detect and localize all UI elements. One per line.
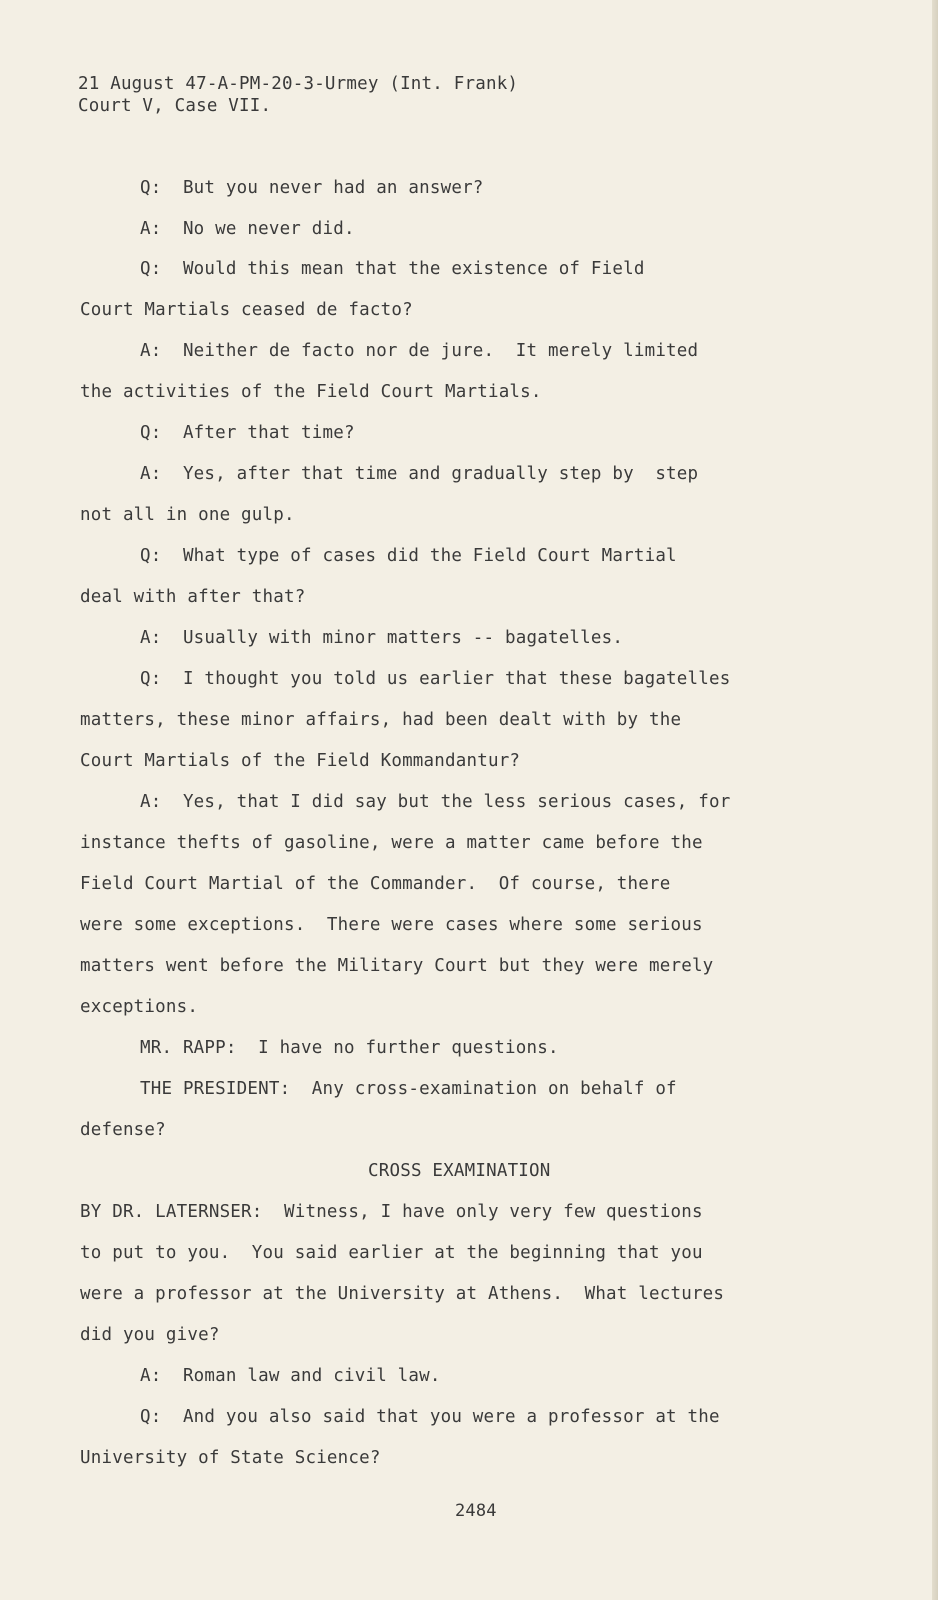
answer-line: A: Yes, after that time and gradually step by step (140, 464, 699, 484)
question-line: Q: I thought you told us earlier that these bagatelles (140, 669, 731, 689)
continuation-line: matters went before the Military Court but they were merely (80, 956, 714, 976)
continuation-line: matters, these minor affairs, had been dealt with by the (80, 710, 682, 730)
question-line: Q: But you never had an answer? (140, 178, 484, 198)
section-heading: CROSS EXAMINATION (368, 1161, 551, 1181)
speaker-line: BY DR. LATERNSER: Witness, I have only very few questions (80, 1202, 703, 1222)
header-case-info: 21 August 47-A-PM-20-3-Urmey (Int. Frank) (78, 74, 519, 94)
question-line: Q: What type of cases did the Field Court Martial (140, 546, 677, 566)
header-court-case: Court V, Case VII. (78, 96, 272, 116)
continuation-line: did you give? (80, 1325, 220, 1345)
continuation-line: deal with after that? (80, 587, 306, 607)
answer-line: A: Neither de facto nor de jure. It merely limited (140, 341, 699, 361)
page-number: 2484 (455, 1501, 497, 1521)
continuation-line: University of State Science? (80, 1448, 381, 1468)
question-line: Q: After that time? (140, 423, 355, 443)
continuation-line: were some exceptions. There were cases where some serious (80, 915, 703, 935)
continuation-line: defense? (80, 1120, 166, 1140)
page-edge (932, 0, 938, 1600)
speaker-line: MR. RAPP: I have no further questions. (140, 1038, 559, 1058)
continuation-line: instance thefts of gasoline, were a matter came before the (80, 833, 703, 853)
continuation-line: Court Martials of the Field Kommandantur? (80, 751, 521, 771)
continuation-line: Field Court Martial of the Commander. Of course, there (80, 874, 671, 894)
answer-line: A: Roman law and civil law. (140, 1366, 441, 1386)
question-line: Q: And you also said that you were a professor at the (140, 1407, 720, 1427)
continuation-line: not all in one gulp. (80, 505, 295, 525)
answer-line: A: Yes, that I did say but the less serious cases, for (140, 792, 731, 812)
answer-line: A: Usually with minor matters -- bagatelles. (140, 628, 624, 648)
continuation-line: Court Martials ceased de facto? (80, 300, 413, 320)
question-line: Q: Would this mean that the existence of Field (140, 259, 645, 279)
continuation-line: exceptions. (80, 997, 199, 1017)
continuation-line: the activities of the Field Court Martials. (80, 382, 542, 402)
continuation-line: were a professor at the University at Athens. What lectures (80, 1284, 725, 1304)
answer-line: A: No we never did. (140, 219, 355, 239)
continuation-line: to put to you. You said earlier at the beginning that you (80, 1243, 703, 1263)
speaker-line: THE PRESIDENT: Any cross-examination on behalf of (140, 1079, 677, 1099)
